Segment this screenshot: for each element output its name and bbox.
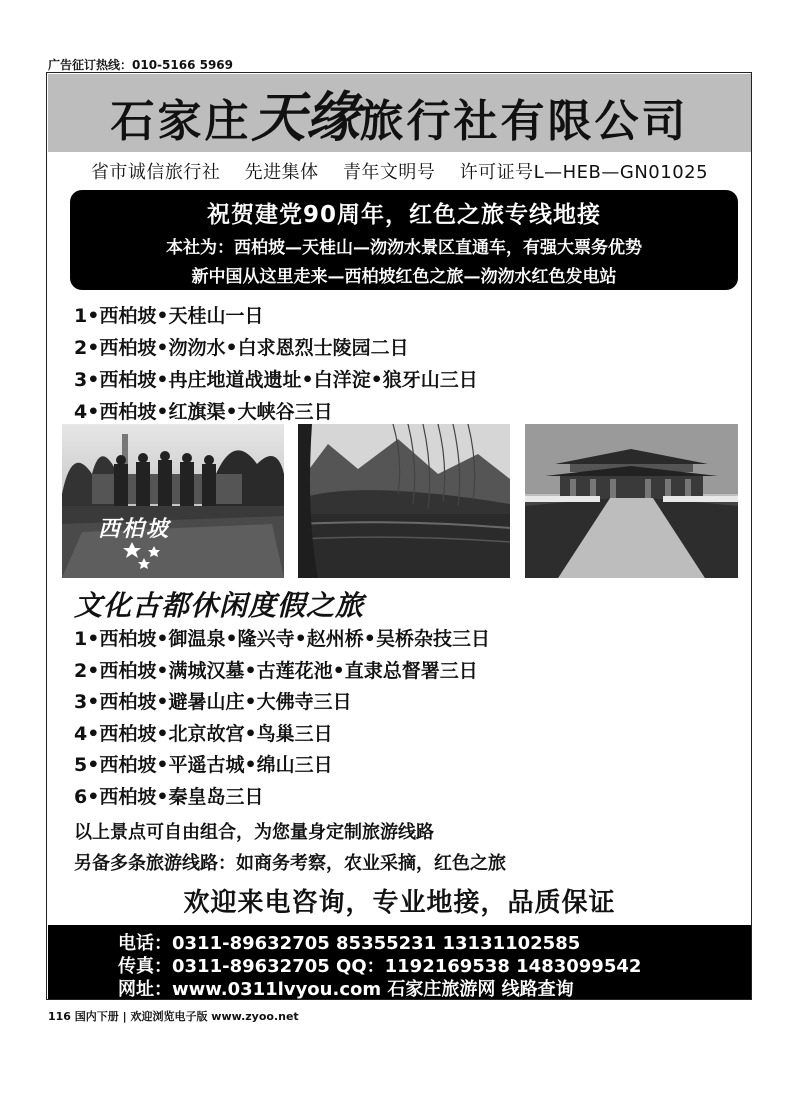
list-item: 2•西柏坡•沕沕水•白求恩烈士陵园二日 (74, 337, 409, 359)
ad-hotline: 广告征订热线：010-5166 5969 (48, 58, 234, 72)
credential-item: 先进集体 (244, 162, 319, 183)
photo-palace (525, 424, 738, 578)
photo-flowerbed-text: 西柏坡 (98, 517, 171, 542)
credentials (48, 158, 751, 184)
list-item: 2•西柏坡•满城汉墓•古莲花池•直隶总督署三日 (74, 659, 478, 682)
welcome-slogan: 欢迎来电咨询，专业地接，品质保证 (183, 888, 616, 918)
credential-item: 青年文明号 (342, 162, 436, 183)
list-item: 6•西柏坡•秦皇岛三日 (74, 785, 264, 808)
company-title (111, 75, 689, 152)
contact-bar (48, 925, 751, 999)
banner-headline: 祝贺建党90周年，红色之旅专线地接 (206, 202, 601, 228)
company-title-bar (48, 74, 751, 152)
list-item: 4•西柏坡•北京故宫•鸟巢三日 (74, 722, 333, 745)
banner-line-3: 新中国从这里走来—西柏坡红色之旅—沕沕水红色发电站 (191, 267, 617, 287)
route-list-culture (74, 624, 490, 813)
list-item: 1•西柏坡•天桂山一日 (74, 305, 264, 327)
contact-website: 网址：www.0311lvyou.com 石家庄旅游网 线路查询 (118, 979, 574, 1000)
list-item: 5•西柏坡•平遥古城•绵山三日 (74, 754, 333, 776)
list-item: 3•西柏坡•冉庄地道战遗址•白洋淀•狼牙山三日 (74, 369, 478, 391)
title-part-3: 旅行社有限公司 (359, 95, 689, 147)
title-part-2: 天缘 (251, 85, 360, 149)
credential-item: 许可证号L—HEB—GN01025 (459, 162, 709, 183)
list-item: 3•西柏坡•避暑山庄•大佛寺三日 (74, 691, 352, 713)
credential-item: 省市诚信旅行社 (90, 162, 221, 183)
contact-fax-qq: 传真：0311-89632705 QQ：1192169538 1483099542 (118, 956, 642, 977)
red-tour-banner (70, 190, 738, 290)
banner-line-2: 本社为：西柏坡—天桂山—沕沕水景区直通车，有强大票务优势 (166, 238, 642, 258)
title-part-1: 石家庄 (110, 95, 252, 147)
page-footer: 116 国内下册 | 欢迎浏览电子版 www.zyoo.net (48, 1010, 299, 1023)
note-more-routes: 另备多条旅游线路：如商务考察，农业采摘，红色之旅 (74, 853, 506, 874)
section-title-culture: 文化古都休闲度假之旅 (74, 589, 365, 622)
list-item: 1•西柏坡•御温泉•隆兴寺•赵州桥•吴桥杂技三日 (74, 628, 490, 650)
route-list-red (74, 300, 478, 428)
photo-xibaipo (62, 424, 284, 578)
photo-lake (298, 424, 510, 578)
list-item: 4•西柏坡•红旗渠•大峡谷三日 (74, 401, 333, 423)
note-custom-routes: 以上景点可自由组合，为您量身定制旅游线路 (74, 822, 434, 843)
contact-phone: 电话：0311-89632705 85355231 13131102585 (118, 933, 581, 954)
